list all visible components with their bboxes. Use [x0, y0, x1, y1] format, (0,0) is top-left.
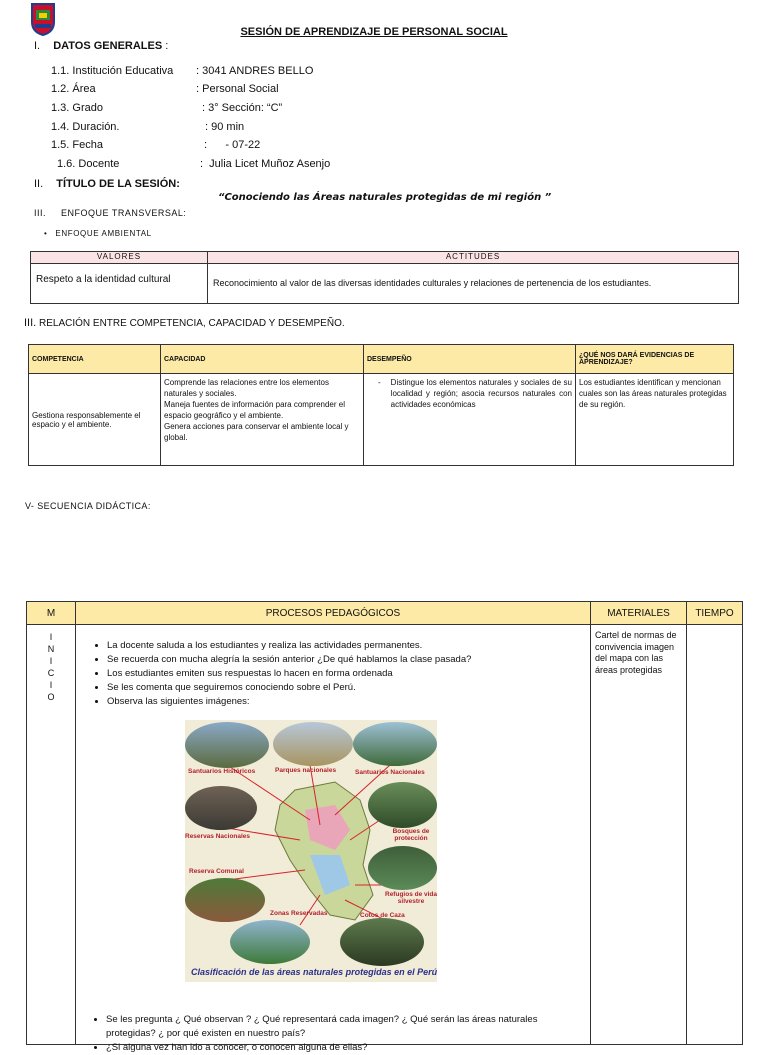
bullet-list-preguntas [76, 1013, 576, 1055]
label-refugios-vida: Refugios de vida silvestre [385, 891, 437, 905]
info-value-area: : Personal Social [196, 83, 279, 95]
image-reserva-comunal [185, 878, 265, 922]
actitud-cell: Reconocimiento al valor de las diversas identidades culturales y relaciones de pertenencia de los estudiantes. [208, 264, 739, 304]
header-tiempo: TIEMPO [687, 602, 743, 625]
label-bosques-proteccion: Bosques de protección [392, 828, 430, 842]
capacidad-cell: Comprende las relaciones entre los elementos naturales y sociales. Maneja fuentes de información para comprender el espacio geográfico y el ambiente. Genera acciones para conservar el ambiente local y global. [161, 374, 364, 466]
label-santuarios-historicos: Santuarios Históricos [188, 768, 256, 775]
list-item: • Se les pregunta ¿ Qué observan ? ¿ Qué representará cada imagen? ¿ Qué serán las áreas naturales protegidas? ¿ por qué existen en nuestro país? [106, 1013, 576, 1041]
info-label-docente: 1.6. Docente [57, 158, 120, 170]
image-caption: Clasificación de las áreas naturales protegidas en el Perú [191, 967, 437, 977]
valor-cell: Respeto a la identidad cultural [31, 264, 208, 304]
info-value-fecha: : - 07-22 [204, 139, 261, 151]
section-datos-generales: I. DATOS GENERALES : [34, 40, 169, 52]
list-item: • Los estudiantes emiten sus respuestas lo hacen en forma ordenada [107, 667, 589, 681]
section-relacion: III. RELACIÓN ENTRE COMPETENCIA, CAPACIDAD Y DESEMPEÑO. [24, 317, 345, 329]
image-santuarios-nacionales [353, 722, 437, 766]
info-value-institucion: : 3041 ANDRES BELLO [196, 65, 314, 77]
info-label-institucion: 1.1. Institución Educativa [51, 65, 174, 77]
list-item: • La docente saluda a los estudiantes y realiza las actividades permanentes. [107, 639, 589, 653]
header-valores: VALORES [31, 252, 208, 264]
list-item: • Se les comenta que seguiremos conociendo sobre el Perú. [107, 681, 589, 695]
info-value-docente: : Julia Licet Muñoz Asenjo [200, 158, 331, 170]
header-m: M [27, 602, 76, 625]
competencia-table [28, 344, 734, 466]
info-value-grado: : 3° Sección: “C” [202, 102, 283, 114]
materiales-cell: Cartel de normas de convivencia imagen del mapa con las áreas protegidas [591, 625, 687, 1045]
label-zonas-reservadas: Zonas Reservadas [270, 910, 328, 917]
valores-table [30, 251, 739, 304]
label-santuarios-nacionales: Santuarios Nacionales [355, 769, 425, 776]
image-santuarios-historicos [185, 722, 269, 768]
info-value-duracion: : 90 min [205, 121, 245, 133]
image-refugios-vida [368, 846, 437, 890]
header-procesos: PROCESOS PEDAGÓGICOS [76, 602, 591, 625]
label-reserva-comunal: Reserva Comunal [189, 868, 244, 875]
section-titulo: II. TÍTULO DE LA SESIÓN: [34, 178, 180, 190]
session-title: “Conociendo las Áreas naturales protegidas de mi región ” [218, 192, 552, 203]
info-label-duracion: 1.4. Duración. [51, 121, 120, 133]
info-label-fecha: 1.5. Fecha [51, 139, 103, 151]
moment-cell: I N I C I O [27, 625, 76, 1045]
image-cotos-caza [340, 918, 424, 966]
image-parques-nacionales [273, 722, 353, 766]
evidencia-cell: Los estudiantes identifican y mencionan cuales son las áreas naturales protegidas de su región. [576, 374, 734, 466]
header-desempeno: DESEMPEÑO [364, 345, 576, 374]
desempeno-cell: - Distingue los elementos naturales y sociales de su localidad y región; asocia recursos naturales con actividades económicas [364, 374, 576, 466]
tiempo-cell [687, 625, 743, 1045]
list-item: • Observa las siguientes imágenes: [107, 695, 589, 709]
header-capacidad: CAPACIDAD [161, 345, 364, 374]
image-zonas-reservadas [230, 920, 310, 964]
header-actitudes: ACTITUDES [208, 252, 739, 264]
label-cotos-caza: Cotos de Caza [360, 912, 405, 919]
page-title: SESIÓN DE APRENDIZAJE DE PERSONAL SOCIAL [240, 26, 508, 38]
header-materiales: MATERIALES [591, 602, 687, 625]
section-secuencia: V- SECUENCIA DIDÁCTICA: [25, 501, 151, 511]
image-reservas-nacionales [185, 786, 257, 830]
bullet-list-inicio [77, 639, 589, 709]
info-label-area: 1.2. Área [51, 83, 96, 95]
label-reservas-nacionales: Reservas Nacionales [185, 833, 251, 840]
header-competencia: COMPETENCIA [29, 345, 161, 374]
header-evidencias: ¿QUÉ NOS DARÁ EVIDENCIAS DE APRENDIZAJE? [576, 345, 734, 374]
competencia-cell: Gestiona responsablemente el espacio y el ambiente. [29, 374, 161, 466]
enfoque-bullet: • ENFOQUE AMBIENTAL [44, 229, 152, 238]
list-item: • ¿Si alguna vez han ido a conocer, o conocen alguna de ellas? [106, 1041, 576, 1055]
image-bosques-proteccion [368, 782, 437, 828]
label-parques-nacionales: Parques nacionales [275, 767, 337, 774]
areas-protegidas-image [185, 720, 437, 982]
section-enfoque: III. ENFOQUE TRANSVERSAL: [34, 208, 187, 218]
list-item: • Se recuerda con mucha alegría la sesión anterior ¿De qué hablamos la clase pasada? [107, 653, 589, 667]
info-label-grado: 1.3. Grado [51, 102, 103, 114]
